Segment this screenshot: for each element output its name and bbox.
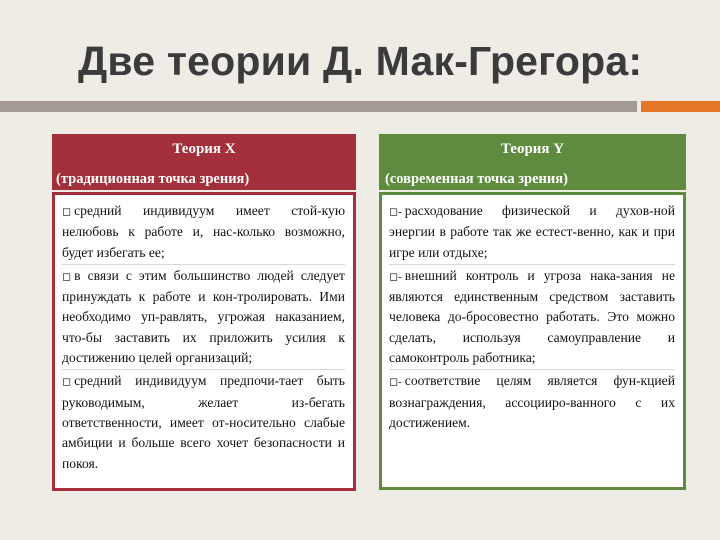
bullet-text: соответствие целям является фун-кцией вознаграждения, ассоцииро-ванного с их достижением. (389, 373, 675, 430)
theory-x-bullet (62, 264, 345, 369)
theory-x-subtitle: (традиционная точка зрения) (56, 171, 250, 187)
bullet-square-icon: ◻ (62, 206, 72, 218)
theory-y-header (379, 134, 686, 190)
theory-x-column (52, 134, 356, 491)
bullet-square-icon: ◻ (62, 270, 72, 283)
theory-y-bullet (389, 264, 675, 369)
theory-x-bullet (62, 369, 345, 474)
theory-y-bullet (389, 369, 675, 434)
bullet-text: расходование физической и духов-ной энергии в работе так же естест-венно, как и при игре или отдыхе; (389, 203, 675, 260)
bullet-text: средний индивидуум имеет стой-кую нелюбовь к работе и, нас-колько возможно, будет избегать ее; (62, 203, 345, 260)
theory-x-body (52, 192, 356, 491)
bullet-square-icon: ◻- (389, 376, 402, 389)
bullet-text: средний индивидуум предпочи-тает быть руководимым, желает из-бегать ответственности, имеет от-носительно слабые амбиции и больше всего хочет безопасности и покоя. (62, 373, 345, 471)
bullet-square-icon: ◻- (389, 270, 402, 283)
theory-y-bullet (389, 201, 675, 264)
bullet-text: внешний контроль и угроза нака-зания не являются единственным средством заставить человека до-бросовестно работать. Это можно сделать, используя самоуправление и самоконтроль работника; (389, 267, 675, 366)
theory-y-name: Теория Y (500, 141, 565, 157)
title-underline-gray (0, 101, 637, 112)
bullet-text: в связи с этим большинство людей следует принуждать к работе и кон-тролировать. Ими необходимо уп-равлять, угрожая наказанием, что-бы заставить их приложить усилия к достижению целей организаций; (62, 267, 345, 366)
theory-y-subtitle: (современная точка зрения) (385, 171, 568, 187)
theory-y-body (379, 192, 686, 490)
bullet-square-icon: ◻ (62, 376, 72, 389)
theory-x-header (52, 134, 356, 190)
bullet-square-icon: ◻- (389, 206, 402, 218)
title-underline-orange (641, 101, 720, 112)
theory-y-column (379, 134, 686, 490)
slide-title: Две теории Д. Мак-Грегора: (78, 38, 643, 84)
theory-x-name: Теория Х (172, 141, 236, 157)
theory-x-bullet (62, 201, 345, 264)
